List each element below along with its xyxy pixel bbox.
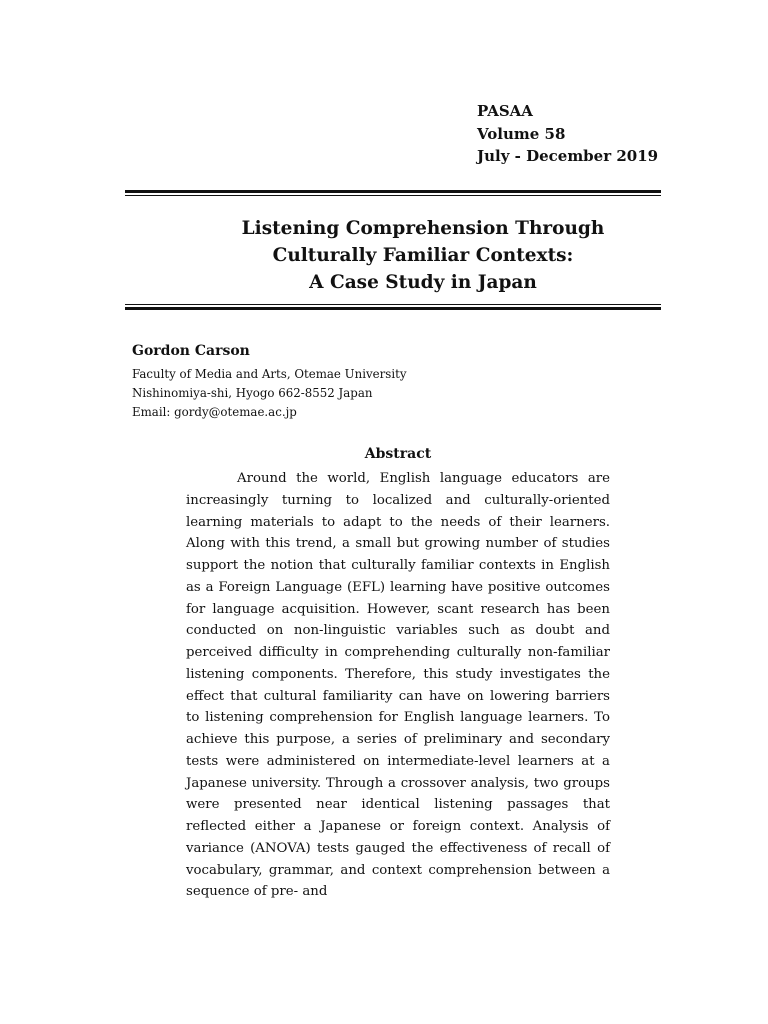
top-rule-thick [125, 190, 661, 193]
journal-name: PASAA [477, 102, 533, 120]
author-affiliation: Faculty of Media and Arts, Otemae University [132, 367, 407, 381]
author-email: Email: gordy@otemae.ac.jp [132, 405, 297, 419]
bottom-rule-thick [125, 307, 661, 310]
bottom-rule-thin [125, 304, 661, 305]
journal-volume: Volume 58 [477, 124, 566, 143]
title-line-3: A Case Study in Japan [309, 272, 537, 293]
journal-date: July - December 2019 [477, 147, 659, 165]
title-line-1: Listening Comprehension Through [241, 218, 605, 239]
top-rule-thin [125, 195, 661, 196]
author-name: Gordon Carson [132, 343, 250, 359]
paper-title [125, 215, 721, 296]
author-address: Nishinomiya-shi, Hyogo 662-8552 Japan [132, 386, 373, 400]
abstract-body: Around the world, English language educators are increasingly turning to localized and culturally-oriented learning materials to adapt to the needs of their learners. Along with this trend, a small but growing number of studies support the notion that culturally familiar contexts in English as a Foreign Language (EFL) learning have positive outcomes for language acquisition. However, scant research has been conducted on non-linguistic variables such as doubt and perceived difficulty in comprehending culturally non-familiar listening components. Therefore, this study investigates the effect that cultural familiarity can have on lowering barriers to listening comprehension for English language learners. To achieve this purpose, a series of preliminary and secondary tests were administered on intermediate-level learners at a Japanese university. Through a crossover analysis, two groups were presented near identical listening passages that reflected either a Japanese or foreign context. Analysis of variance (ANOVA) tests gauged the effectiveness of recall of vocabulary, grammar, and context comprehension between a sequence of pre- and [186, 471, 610, 900]
author-affiliation-block [132, 365, 407, 422]
abstract-heading: Abstract [364, 446, 432, 462]
title-line-2: Culturally Familiar Contexts: [272, 245, 574, 266]
journal-info [477, 100, 658, 168]
